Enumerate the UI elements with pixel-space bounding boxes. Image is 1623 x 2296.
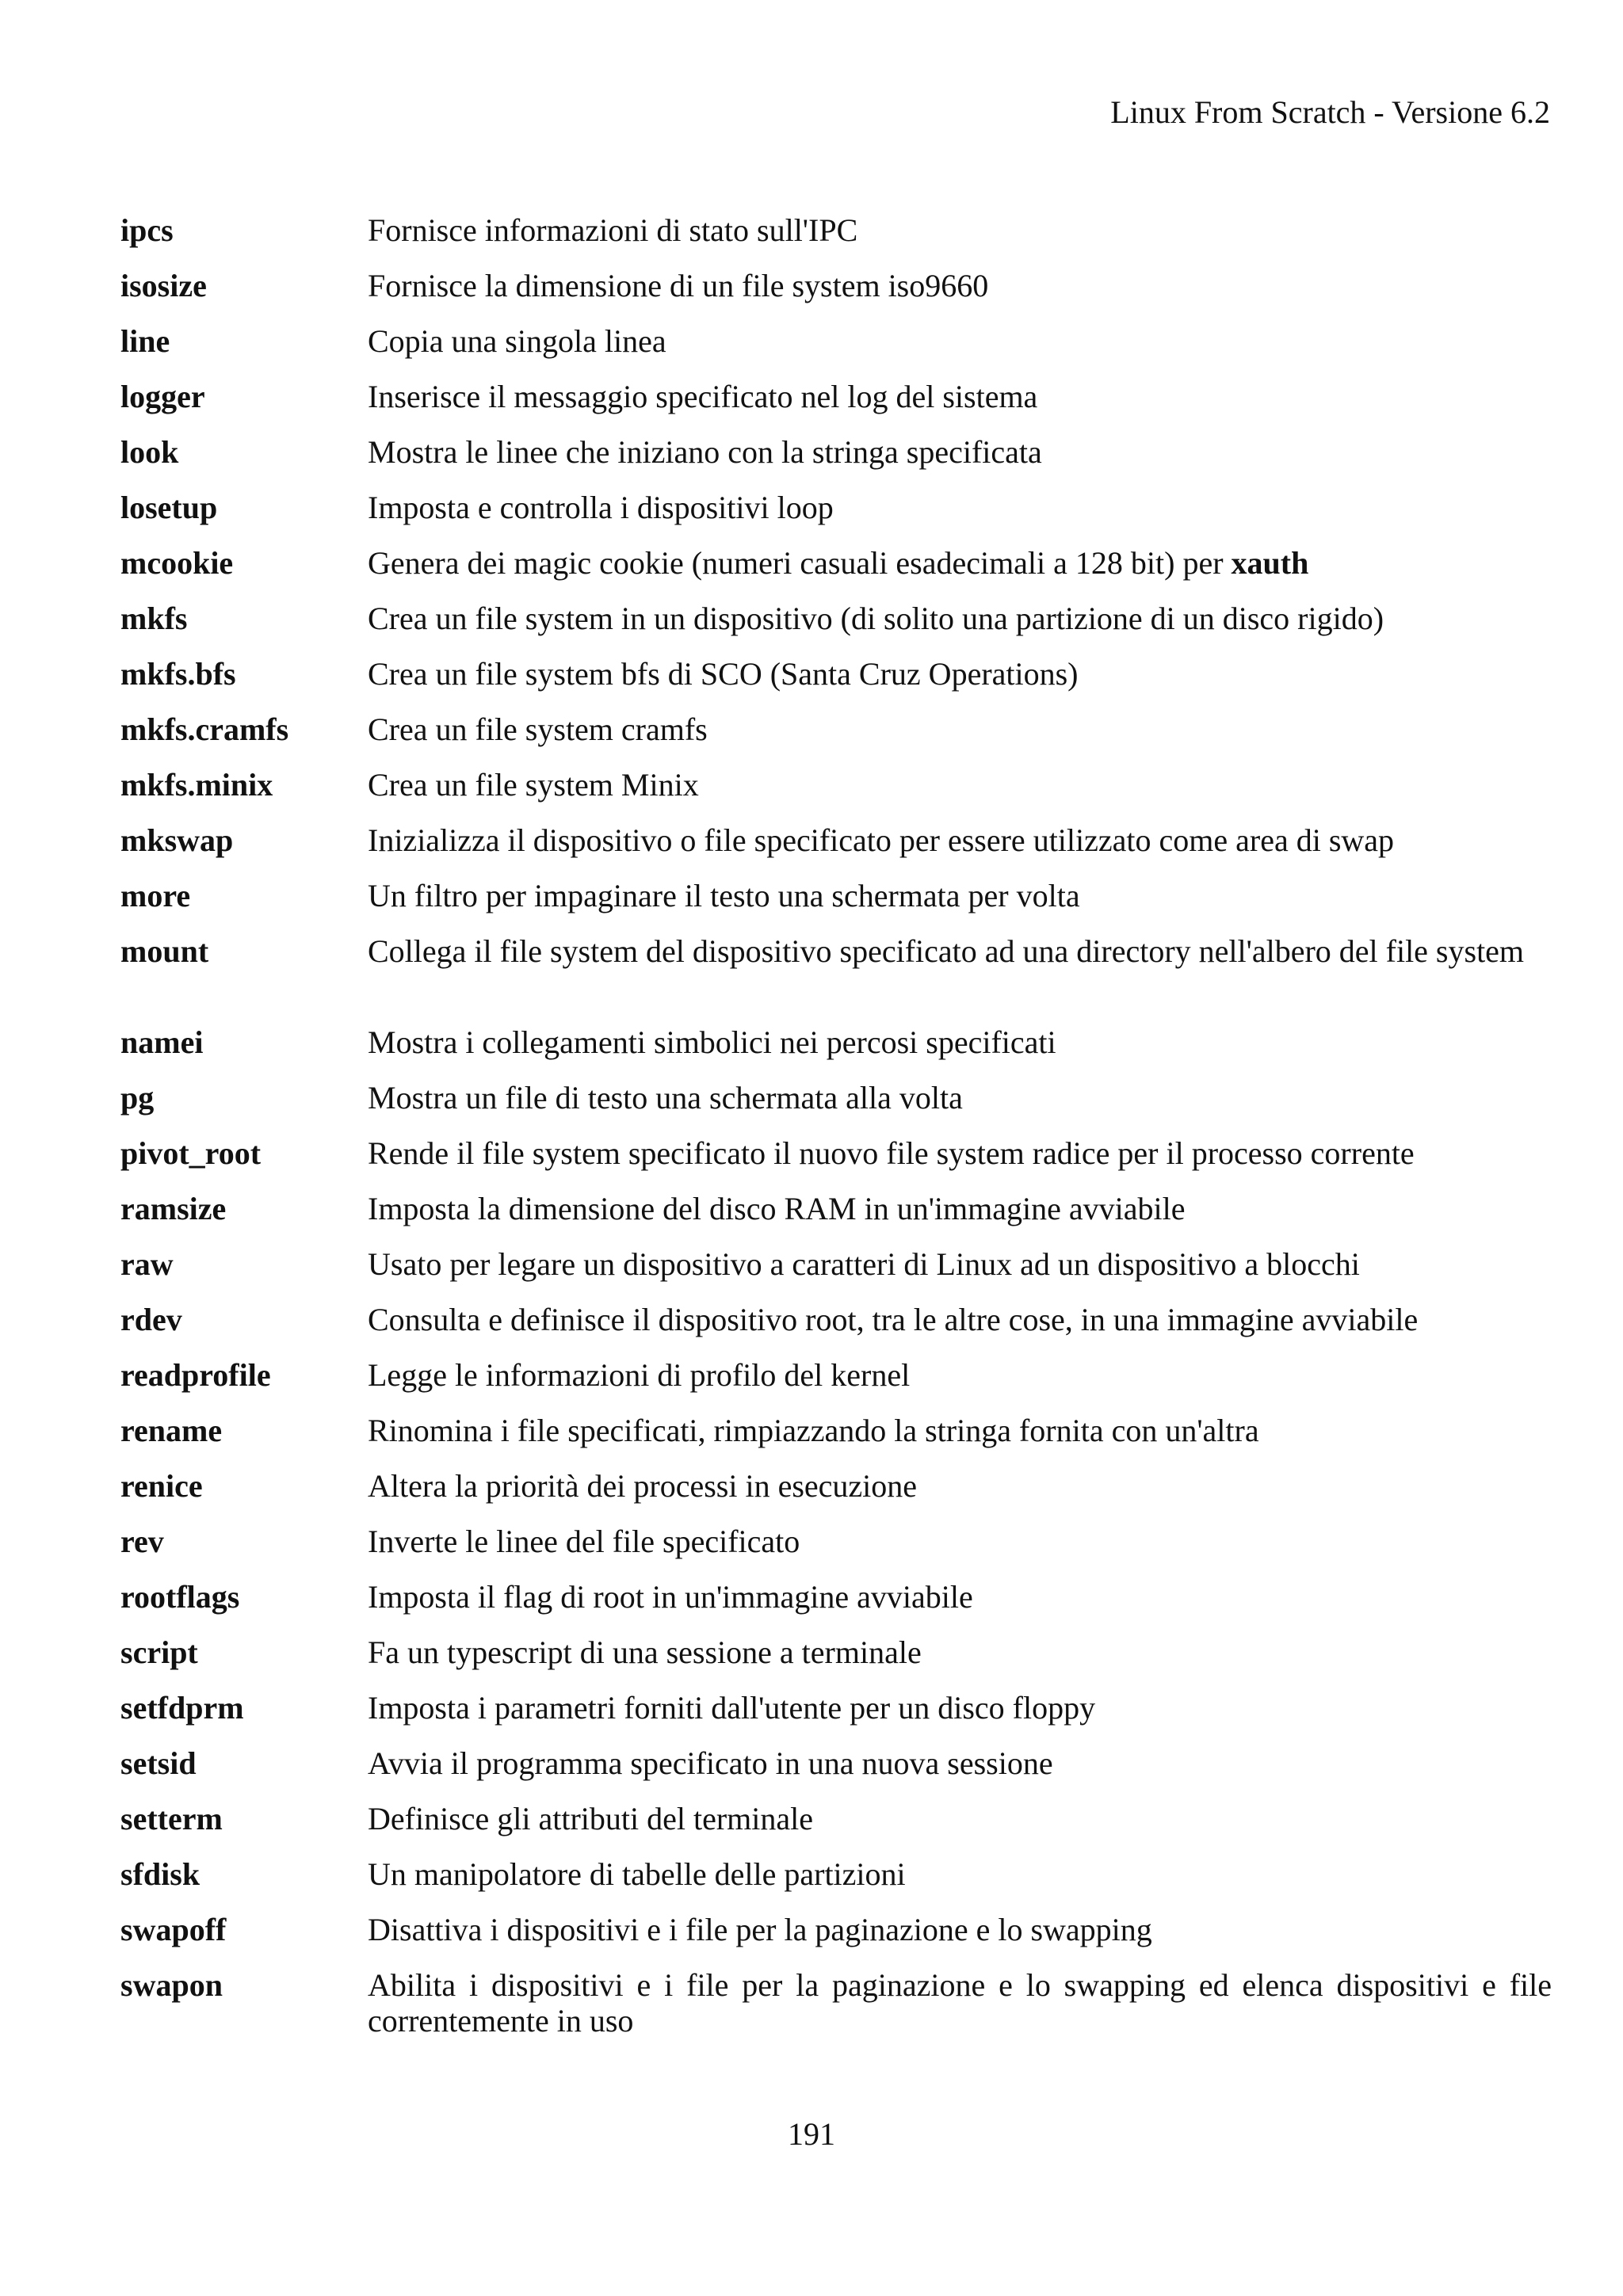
command-name: namei bbox=[120, 1024, 204, 1060]
list-item bbox=[120, 1191, 1552, 1246]
list-item bbox=[120, 767, 1552, 822]
list-item bbox=[120, 711, 1552, 767]
command-description: Fornisce informazioni di stato sull'IPC bbox=[368, 212, 858, 248]
list-item bbox=[120, 933, 1552, 1024]
command-description: Imposta i parametri forniti dall'utente per un disco floppy bbox=[368, 1690, 1096, 1726]
list-item bbox=[120, 1967, 1552, 2058]
command-description: Definisce gli attributi del terminale bbox=[368, 1801, 814, 1836]
command-name: look bbox=[120, 434, 179, 470]
command-description: Rende il file system specificato il nuovo file system radice per il processo corrente bbox=[368, 1135, 1415, 1171]
command-name: pg bbox=[120, 1080, 155, 1116]
list-item bbox=[120, 1745, 1552, 1801]
command-description bbox=[368, 545, 1552, 581]
command-description: Copia una singola linea bbox=[368, 323, 666, 359]
command-description: Inverte le linee del file specificato bbox=[368, 1524, 800, 1559]
command-name: sfdisk bbox=[120, 1856, 200, 1892]
command-name: losetup bbox=[120, 490, 218, 525]
list-item bbox=[120, 601, 1552, 656]
command-name: line bbox=[120, 323, 170, 359]
list-item bbox=[120, 1357, 1552, 1413]
command-name: raw bbox=[120, 1246, 174, 1282]
command-description: Avvia il programma specificato in una nuova sessione bbox=[368, 1745, 1053, 1781]
command-name: rdev bbox=[120, 1302, 182, 1337]
command-description: Mostra un file di testo una schermata alla volta bbox=[368, 1080, 963, 1116]
command-description: Fornisce la dimensione di un file system iso9660 bbox=[368, 268, 989, 303]
command-description: Crea un file system cramfs bbox=[368, 711, 708, 747]
list-item bbox=[120, 212, 1552, 268]
command-name: ipcs bbox=[120, 212, 174, 248]
command-description: Rinomina i file specificati, rimpiazzando la stringa fornita con un'altra bbox=[368, 1413, 1259, 1448]
command-description: Inizializza il dispositivo o file specificato per essere utilizzato come area di swap bbox=[368, 822, 1395, 858]
command-name: mkfs.bfs bbox=[120, 656, 236, 692]
list-item bbox=[120, 656, 1552, 711]
list-item bbox=[120, 434, 1552, 490]
command-description: Disattiva i dispositivi e i file per la paginazione e lo swapping bbox=[368, 1912, 1152, 1947]
list-item bbox=[120, 1801, 1552, 1856]
command-name: rootflags bbox=[120, 1579, 240, 1615]
command-name: mkfs.cramfs bbox=[120, 711, 289, 747]
list-item bbox=[120, 1135, 1552, 1191]
command-description: Altera la priorità dei processi in esecuzione bbox=[368, 1468, 918, 1504]
command-description: Abilita i dispositivi e i file per la paginazione e lo swapping ed elenca dispositivi e file correntemente in uso bbox=[368, 1967, 1552, 2039]
list-item bbox=[120, 268, 1552, 323]
command-name: rename bbox=[120, 1413, 223, 1448]
command-description: Crea un file system Minix bbox=[368, 767, 699, 803]
list-item bbox=[120, 1690, 1552, 1745]
command-description: Crea un file system in un dispositivo (di solito una partizione di un disco rigido) bbox=[368, 601, 1384, 636]
command-description: Inserisce il messaggio specificato nel log del sistema bbox=[368, 379, 1038, 414]
command-name: mcookie bbox=[120, 545, 234, 581]
command-description: Fa un typescript di una sessione a terminale bbox=[368, 1634, 922, 1670]
command-name: more bbox=[120, 878, 191, 913]
command-name: readprofile bbox=[120, 1357, 271, 1393]
description-text: Genera dei magic cookie (numeri casuali esadecimali a 128 bit) per bbox=[368, 545, 1232, 581]
list-item bbox=[120, 545, 1552, 601]
command-name: ramsize bbox=[120, 1191, 227, 1226]
page-header: Linux From Scratch - Versione 6.2 bbox=[1110, 94, 1550, 130]
command-name: script bbox=[120, 1634, 198, 1670]
command-description: Imposta e controlla i dispositivi loop bbox=[368, 490, 834, 525]
command-description: Mostra le linee che iniziano con la stringa specificata bbox=[368, 434, 1042, 470]
command-name: pivot_root bbox=[120, 1135, 262, 1171]
list-item bbox=[120, 1524, 1552, 1579]
command-name: mkfs bbox=[120, 601, 188, 636]
command-name: mkswap bbox=[120, 822, 234, 858]
list-item bbox=[120, 1856, 1552, 1912]
command-description: Mostra i collegamenti simbolici nei percosi specificati bbox=[368, 1024, 1056, 1060]
page-number: 191 bbox=[788, 2116, 835, 2152]
list-item bbox=[120, 1246, 1552, 1302]
command-name: mount bbox=[120, 933, 209, 969]
command-description: Un filtro per impaginare il testo una schermata per volta bbox=[368, 878, 1080, 913]
command-description: Usato per legare un dispositivo a caratteri di Linux ad un dispositivo a blocchi bbox=[368, 1246, 1360, 1282]
list-item bbox=[120, 878, 1552, 933]
command-name: swapoff bbox=[120, 1912, 227, 1947]
command-name: setterm bbox=[120, 1801, 223, 1836]
list-item bbox=[120, 1634, 1552, 1690]
list-item bbox=[120, 490, 1552, 545]
command-name: mkfs.minix bbox=[120, 767, 273, 803]
list-item bbox=[120, 1024, 1552, 1080]
command-description: Collega il file system del dispositivo specificato ad una directory nell'albero del file system bbox=[368, 933, 1525, 969]
list-item bbox=[120, 1468, 1552, 1524]
command-name: swapon bbox=[120, 1967, 223, 2003]
description-bold-term: xauth bbox=[1231, 545, 1309, 581]
list-item bbox=[120, 1302, 1552, 1357]
command-description: Legge le informazioni di profilo del kernel bbox=[368, 1357, 911, 1393]
command-description: Crea un file system bfs di SCO (Santa Cruz Operations) bbox=[368, 656, 1079, 692]
command-name: renice bbox=[120, 1468, 203, 1504]
command-description: Un manipolatore di tabelle delle partizioni bbox=[368, 1856, 906, 1892]
list-item bbox=[120, 323, 1552, 379]
command-name: logger bbox=[120, 379, 205, 414]
list-item bbox=[120, 1912, 1552, 1967]
list-item bbox=[120, 379, 1552, 434]
command-description: Imposta la dimensione del disco RAM in un'immagine avviabile bbox=[368, 1191, 1186, 1226]
list-item bbox=[120, 1579, 1552, 1634]
command-name: setsid bbox=[120, 1745, 197, 1781]
command-description: Consulta e definisce il dispositivo root, tra le altre cose, in una immagine avviabile bbox=[368, 1302, 1419, 1337]
command-name: isosize bbox=[120, 268, 207, 303]
list-item bbox=[120, 1413, 1552, 1468]
command-description: Imposta il flag di root in un'immagine avviabile bbox=[368, 1579, 973, 1615]
list-item bbox=[120, 1080, 1552, 1135]
command-name: rev bbox=[120, 1524, 164, 1559]
list-item bbox=[120, 822, 1552, 878]
command-list bbox=[120, 212, 1552, 2058]
command-name: setfdprm bbox=[120, 1690, 244, 1726]
